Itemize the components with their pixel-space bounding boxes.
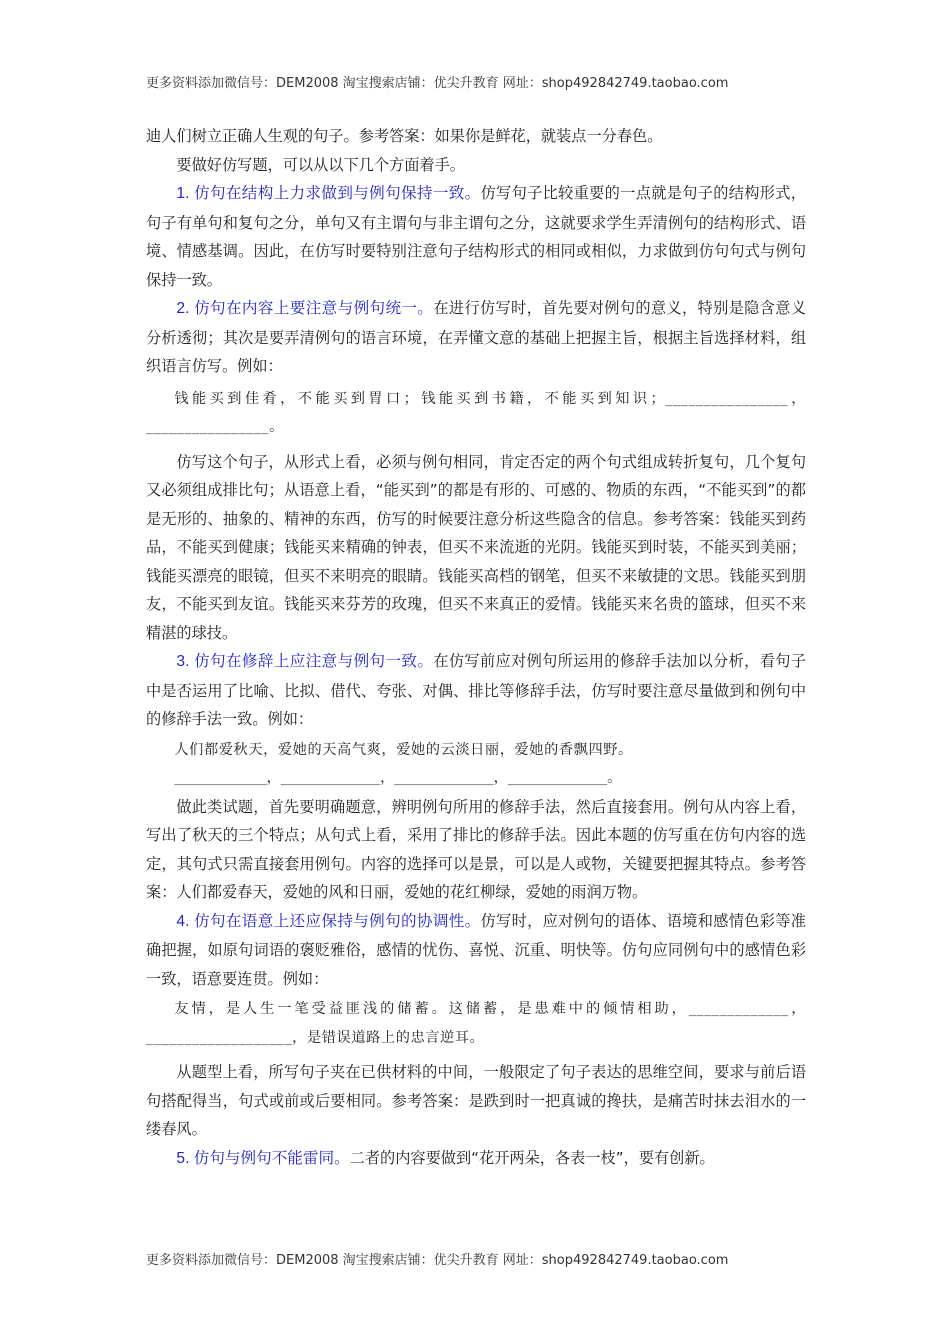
section-2-analysis: 仿写这个句子，从形式上看，必须与例句相同，肯定否定的两个句式组成转折复句，几个复句又必须组成排比句；从语意上看，“能买到”的都是有形的、可感的、物质的东西，“不能买到”的都是无形的、抽象的、精神的东西，仿写的时候要注意分析这些隐含的信息。参考答案：钱能买到药品，不能买到健康；钱能买来精确的钟表，但买不来流逝的光阴。钱能买到时装，不能买到美丽；钱能买漂亮的眼镜，但买不来明亮的眼睛。钱能买高档的钢笔，但买不来敏捷的文思。钱能买到朋友，不能买到友谊。钱能买来芬芳的玫瑰，但买不来真正的爱情。钱能买来名贵的篮球，但买不来精湛的球技。 — [146, 452, 806, 642]
section-2 — [146, 294, 806, 381]
section-3-text: 在仿写前应对例句所运用的修辞手法加以分析，看句子中是否运用了比喻、比拟、借代、夸张、对偶、排比等修辞手法，仿写时要注意尽量做到和例句中的修辞手法一致。例如： — [146, 652, 807, 728]
section-4-text: 仿写时，应对例句的语体、语境和感情色彩等准确把握，如原句词语的褒贬雅俗，感情的忧伤、喜悦、沉重、明快等。仿句应同例句中的感情色彩一致，语意要连贯。例如： — [146, 911, 806, 988]
section-3 — [146, 647, 806, 734]
page-footer: 更多资料添加微信号：DEM2008 淘宝搜索店铺：优尖升教育 网址：shop492842749.taobao.com — [146, 1253, 729, 1268]
section-4 — [146, 907, 806, 994]
section-5-heading: 5. 仿句与例句不能雷同。 — [176, 1149, 350, 1167]
section-3-heading: 3. 仿句在修辞上应注意与例句一致。 — [176, 653, 434, 670]
section-1-heading: 1. 仿句在结构上力求做到与例句保持一致。 — [176, 185, 481, 202]
document-body — [146, 122, 806, 1173]
section-3-analysis: 做此类试题，首先要明确题意，辨明例句所用的修辞手法，然后直接套用。例句从内容上看，写出了秋天的三个特点；从句式上看，采用了排比的修辞手法。因此本题的仿写重在仿句内容的选定，其句式只需直接套用例句。内容的选择可以是景，可以是人或物，关键要把握其特点。参考答案：人们都爱春天，爱她的风和日丽，爱她的花红柳绿，爱她的雨润万物。 — [146, 797, 806, 901]
example-2-blanks: _____________，______________，______________，______________。 — [174, 770, 622, 786]
paragraph-intro-end: 迪人们树立正确人生观的句子。参考答案：如果你是鲜花，就装点一分春色。 — [146, 127, 663, 145]
section-5 — [146, 1144, 806, 1174]
section-5-text: 二者的内容要做到“花开两朵，各表一枝”，要有创新。 — [349, 1148, 715, 1167]
section-1 — [146, 179, 806, 294]
section-1-text: 仿写句子比较重要的一点就是句子的结构形式，句子有单句和复句之分，单句又有主谓句与非主谓句之分，这就要求学生弄清例句的结构形式、语境、情感基调。因此，在仿写时要特别注意句子结构形式的相同或相似，力求做到仿句句式与例句保持一致。 — [146, 184, 806, 289]
section-2-text: 在进行仿写时，首先要对例句的意义，特别是隐含意义分析透彻；其次是要弄清例句的语言环境，在弄懂文意的基础上把握主旨，根据主旨选择材料，组织语言仿写。例如： — [146, 299, 807, 375]
page-header: 更多资料添加微信号：DEM2008 淘宝搜索店铺：优尖升教育 网址：shop492842749.taobao.com — [146, 76, 729, 91]
paragraph-lead: 要做好仿写题，可以从以下几个方面着手。 — [176, 155, 465, 174]
section-2-heading: 2. 仿句在内容上要注意与例句统一。 — [176, 300, 434, 317]
example-sentence-2: 人们都爱秋天，爱她的天高气爽，爱她的云淡日丽，爱她的香飘四野。 — [174, 741, 633, 758]
example-sentence-3: 友情，是人生一笔受益匪浅的储蓄。这储蓄，是患难中的倾情相助，_____________，___________________，是错误道路上的忠言逆耳。 — [146, 1001, 806, 1046]
section-4-analysis: 从题型上看，所写句子夹在已供材料的中间，一般限定了句子表达的思维空间，要求与前后语句搭配得当，句式或前或后要相同。参考答案：是跌到时一把真诚的搀扶，是痛苦时抹去泪水的一缕春风。 — [146, 1063, 806, 1138]
section-4-heading: 4. 仿句在语意上还应保持与例句的协调性。 — [176, 912, 481, 930]
example-sentence-1: 钱能买到佳肴，不能买到胃口；钱能买到书籍，不能买到知识；________________，________________。 — [146, 390, 806, 435]
